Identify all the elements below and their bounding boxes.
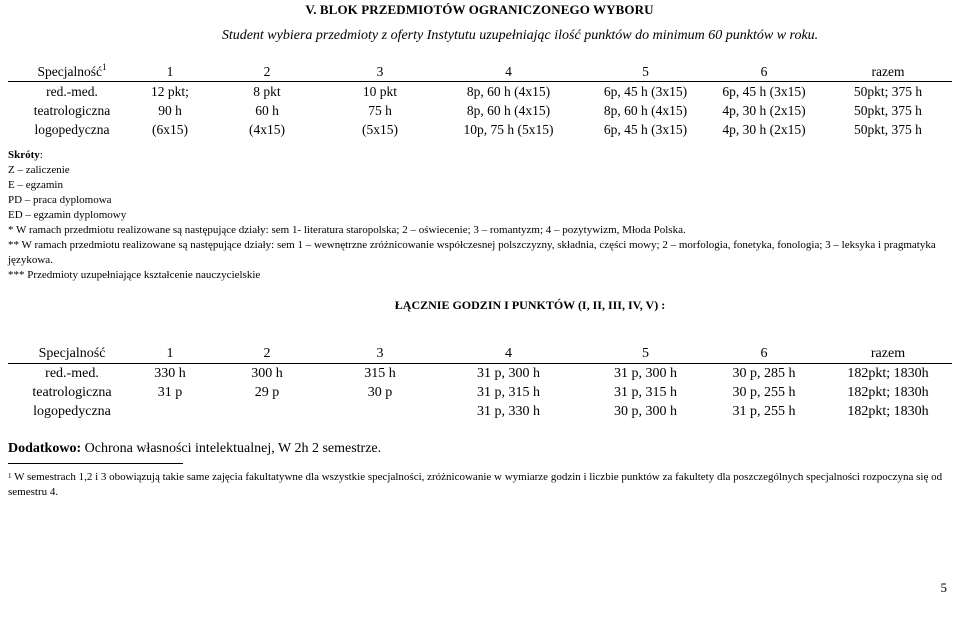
table-cell: 12 pkt; [151, 83, 189, 99]
totals-heading: ŁĄCZNIE GODZIN I PUNKTÓW (I, II, III, IV, V) : [394, 298, 666, 312]
additional-course-note [8, 441, 381, 457]
table-cell: 29 p [254, 384, 280, 400]
column-header: 2 [204, 344, 330, 364]
note-line: *** Przedmioty uzupełniające kształcenie nauczycielskie [8, 269, 261, 281]
column-header: razem [824, 344, 952, 364]
additional-label: Dodatkowo: [8, 441, 82, 456]
table-cell: 90 h [158, 102, 182, 118]
table-header-row [8, 344, 952, 364]
table-header-row [8, 62, 952, 82]
elective-points-table [8, 62, 952, 139]
section-title: V. BLOK PRZEDMIOTÓW OGRANICZONEGO WYBORU [305, 2, 654, 17]
column-header: 3 [330, 344, 430, 364]
note-line: Z – zaliczenie [8, 164, 70, 176]
table-cell: 6p, 45 h (3x15) [722, 83, 806, 99]
note-line: ** W ramach przedmiotu realizowane są następujące działy: sem 1 – wewnętrzne zróżnicowanie współczesnej polszczyzny, składnia, części mowy; 2 – morfologia, fonetyka, fonologia; 3 – leksyka i pragmatyka językowa. [8, 239, 936, 266]
table-cell: 50pkt; 375 h [853, 83, 923, 99]
table-cell [330, 402, 430, 421]
table-cell: 10p, 75 h (5x15) [463, 121, 554, 137]
row-label: teatrologiczna [32, 384, 112, 400]
table-cell: (5x15) [362, 121, 398, 137]
column-header-specjalnosc: Specjalność [8, 344, 136, 364]
table-cell: 330 h [154, 365, 186, 381]
footnote-number: 1 [8, 472, 12, 480]
table-row [8, 82, 952, 102]
table-cell: 182pkt; 1830h [847, 403, 929, 419]
table-row [8, 120, 952, 139]
column-header: 3 [330, 62, 430, 82]
column-header: 6 [704, 62, 824, 82]
footnote [8, 470, 953, 500]
table-cell: 8p, 60 h (4x15) [466, 83, 551, 99]
section-subtitle: Student wybiera przedmioty z oferty Instytutu uzupełniając ilość punktów do minimum 60 punktów w roku. [221, 28, 819, 43]
table-cell: 10 pkt [362, 83, 398, 99]
page-number: 5 [940, 580, 947, 595]
table-cell: 50pkt, 375 h [854, 121, 922, 137]
note-line: PD – praca dyplomowa [8, 194, 112, 206]
footnote-text: W semestrach 1,2 i 3 obowiązują takie same zajęcia fakultatywne dla wszystkie specjalności, zróżnicowanie w wymiarze godzin i liczbie punktów za fakultety dla poszczególnych specjalności rozpoczyna się od semestru 4. [8, 471, 943, 498]
table-cell: 300 h [251, 365, 283, 381]
row-label: red.-med. [45, 365, 99, 381]
table-cell: 30 p [367, 384, 393, 400]
column-header: 5 [587, 344, 704, 364]
column-header: 6 [704, 344, 824, 364]
table-cell: 31 p, 255 h [732, 403, 796, 419]
column-header-specjalnosc: Specjalność$^1$ [8, 62, 136, 82]
table-cell [204, 402, 330, 421]
row-label: logopedyczna [33, 403, 111, 419]
table-cell: 315 h [364, 365, 396, 381]
abbreviations-notes [8, 148, 953, 283]
table-cell: 8p, 60 h (4x15) [603, 102, 688, 118]
table-cell: 30 p, 285 h [732, 365, 796, 381]
table-cell: 31 p [157, 384, 183, 400]
table-row [8, 101, 952, 120]
table-cell: 6p, 45 h (3x15) [603, 83, 688, 99]
row-label: logopedyczna [34, 121, 110, 137]
note-line: E – egzamin [8, 179, 63, 191]
table-cell: 31 p, 330 h [477, 403, 540, 419]
table-cell: (6x15) [152, 121, 188, 137]
table-cell: 4p, 30 h (2x15) [722, 102, 806, 118]
table-row [8, 383, 952, 402]
abbreviations-heading: Skróty: [8, 149, 43, 161]
footnote-marker: 1 [101, 62, 107, 72]
additional-text: Ochrona własności intelektualnej, W 2h 2 semestrze. [84, 441, 382, 456]
column-header: razem [824, 62, 952, 82]
note-line: * W ramach przedmiotu realizowane są następujące działy: sem 1- literatura staropolska; 2 – oświecenie; 3 – romantyzm; 4 – pozytywizm, Młoda Polska. [8, 224, 686, 236]
table-row [8, 364, 952, 384]
table-cell [136, 402, 204, 421]
column-header: 4 [430, 344, 587, 364]
table-cell: 8 pkt [253, 83, 281, 99]
table-cell: 182pkt; 1830h [847, 365, 929, 381]
row-label: red.-med. [46, 83, 98, 99]
table-cell: 60 h [255, 102, 279, 118]
table-cell: 4p, 30 h (2x15) [722, 121, 806, 137]
table-cell: (4x15) [249, 121, 285, 137]
table-cell: 182pkt; 1830h [847, 384, 929, 400]
table-cell: 75 h [368, 102, 392, 118]
totals-table [8, 344, 952, 421]
column-header: 2 [204, 62, 330, 82]
column-header: 1 [136, 344, 204, 364]
table-cell: 31 p, 300 h [477, 365, 540, 381]
table-cell: 31 p, 315 h [614, 384, 677, 400]
table-cell: 31 p, 315 h [477, 384, 540, 400]
column-header: 5 [587, 62, 704, 82]
footnote-divider [8, 463, 183, 464]
table-cell: 6p, 45 h (3x15) [603, 121, 688, 137]
table-row [8, 402, 952, 421]
table-cell: 30 p, 300 h [614, 403, 677, 419]
column-header: 1 [136, 62, 204, 82]
table-cell: 8p, 60 h (4x15) [466, 102, 551, 118]
note-line: ED – egzamin dyplomowy [8, 209, 127, 221]
row-label: teatrologiczna [33, 102, 111, 118]
table-cell: 50pkt, 375 h [854, 102, 922, 118]
table-cell: 31 p, 300 h [614, 365, 677, 381]
column-header: 4 [430, 62, 587, 82]
table-cell: 30 p, 255 h [732, 384, 796, 400]
